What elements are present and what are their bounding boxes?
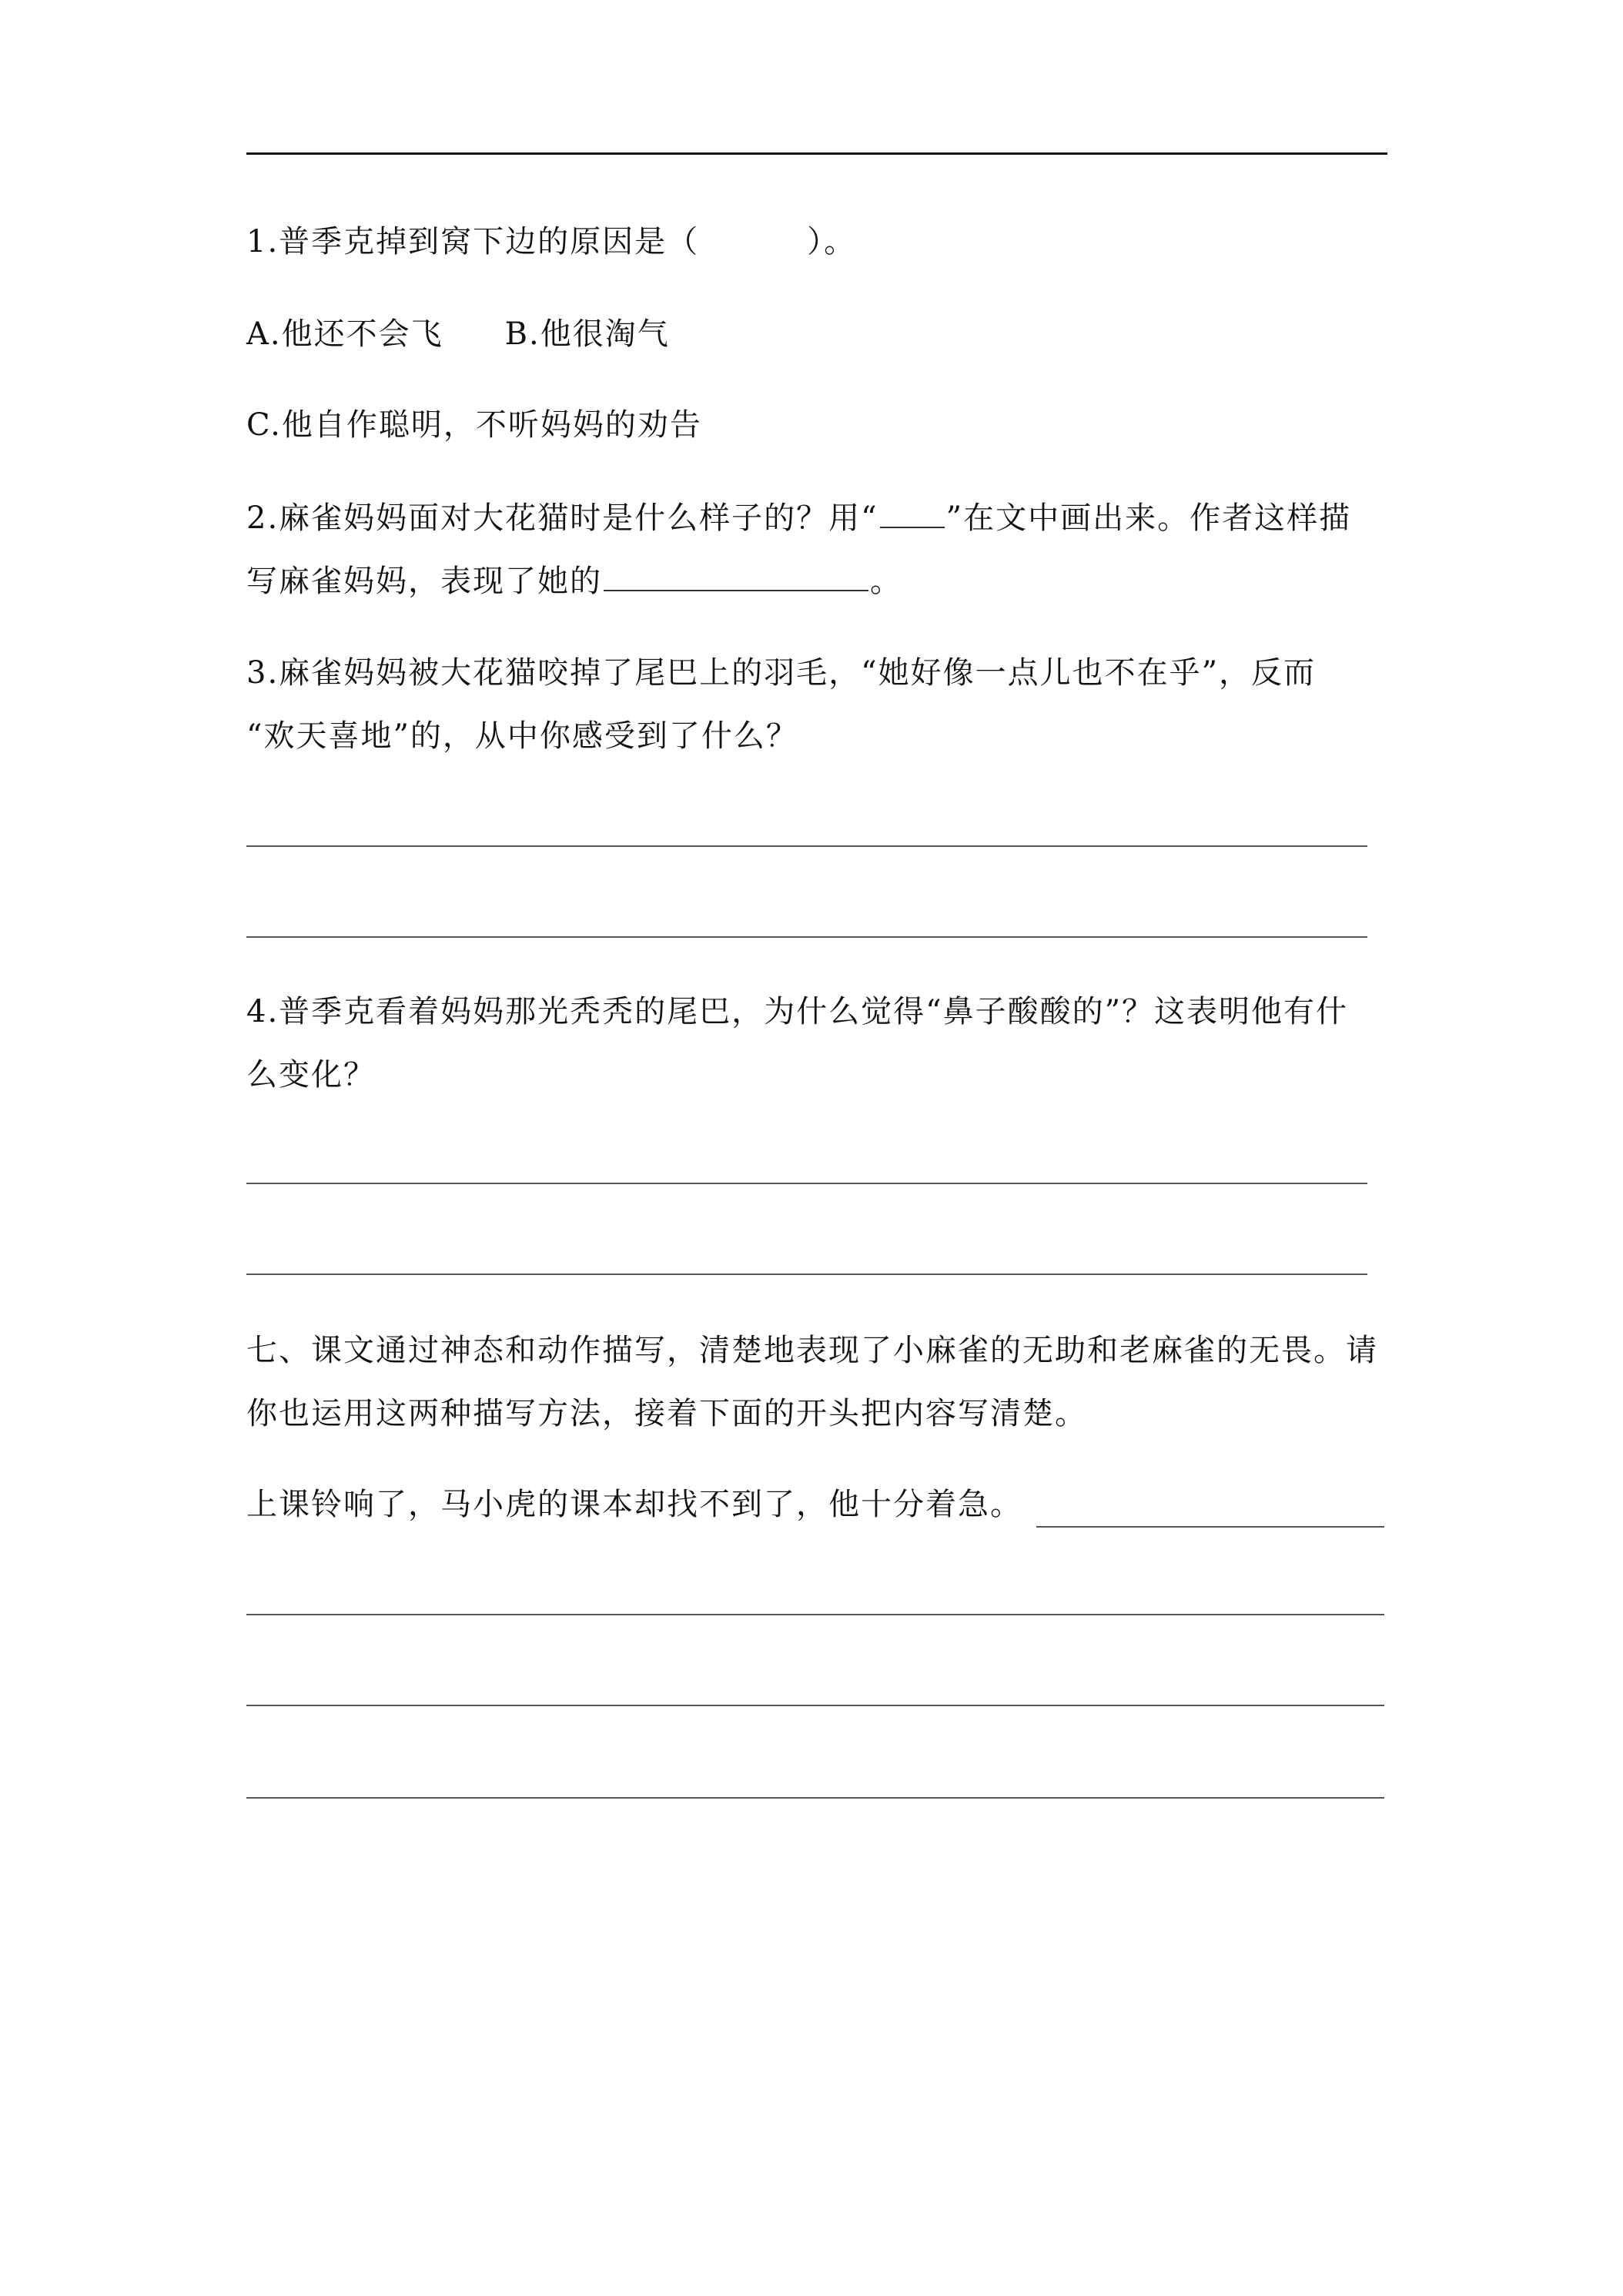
question-4-line-2: 么变化？ (246, 1057, 376, 1093)
question-3-line-1: 3.麻雀妈妈被大花猫咬掉了尾巴上的羽毛，“她好像一点儿也不在乎”，反而 (246, 655, 1317, 691)
question-1-stem-suffix: ）。 (807, 224, 857, 259)
question-1-option-c-label: C.他自作聪明，不听妈妈的劝告 (246, 407, 702, 443)
question-4-answer-line-1[interactable] (246, 1183, 1367, 1184)
question-2-line-2 (246, 562, 902, 600)
header-rule (246, 152, 1387, 155)
question-3-answer-line-1[interactable] (246, 845, 1367, 847)
question-2-answer-blank[interactable] (604, 562, 868, 591)
section-7-line-2: 你也运用这两种描写方法，接着下面的开头把内容写清楚。 (246, 1396, 1087, 1431)
question-2-line-2-suffix: 。 (870, 564, 902, 599)
question-4-answer-line-2[interactable] (246, 1274, 1367, 1275)
question-2-line-1-prefix: 2.麻雀妈妈面对大花猫时是什么样子的？用“ (246, 500, 878, 536)
question-1-stem (246, 223, 856, 260)
question-3-answer-line-2[interactable] (246, 936, 1367, 938)
question-2-underline-sample (880, 499, 945, 528)
question-2-line-1 (246, 499, 1351, 537)
question-2-line-1-mid: ”在文中画出来。作者这样描 (945, 500, 1352, 536)
section-7-answer-line-0[interactable] (1036, 1526, 1384, 1528)
section-7-answer-line-3[interactable] (246, 1797, 1384, 1799)
question-1-option-b[interactable]: B.他很淘气 (504, 316, 670, 352)
question-4-line-1: 4.普季克看着妈妈那光秃秃的尾巴，为什么觉得“鼻子酸酸的”？这表明他有什 (246, 994, 1349, 1029)
question-2-line-2-prefix: 写麻雀妈妈，表现了她的 (246, 564, 602, 599)
section-7-answer-line-1[interactable] (246, 1614, 1384, 1615)
question-1-stem-prefix: 1.普季克掉到窝下边的原因是（ (246, 224, 700, 259)
question-1-option-c[interactable] (246, 407, 702, 443)
question-3-line-2: “欢天喜地”的，从中你感受到了什么？ (246, 718, 798, 754)
section-7-answer-line-2[interactable] (246, 1705, 1384, 1706)
question-1-options-ab (246, 316, 670, 353)
question-1-option-a[interactable]: A.他还不会飞 (246, 316, 443, 352)
section-7-line-1: 七、课文通过神态和动作描写，清楚地表现了小麻雀的无助和老麻雀的无畏。请 (246, 1333, 1378, 1368)
section-7-prompt (246, 1486, 1022, 1523)
section-7-prompt-text: 上课铃响了，马小虎的课本却找不到了，他十分着急。 (246, 1487, 1022, 1522)
